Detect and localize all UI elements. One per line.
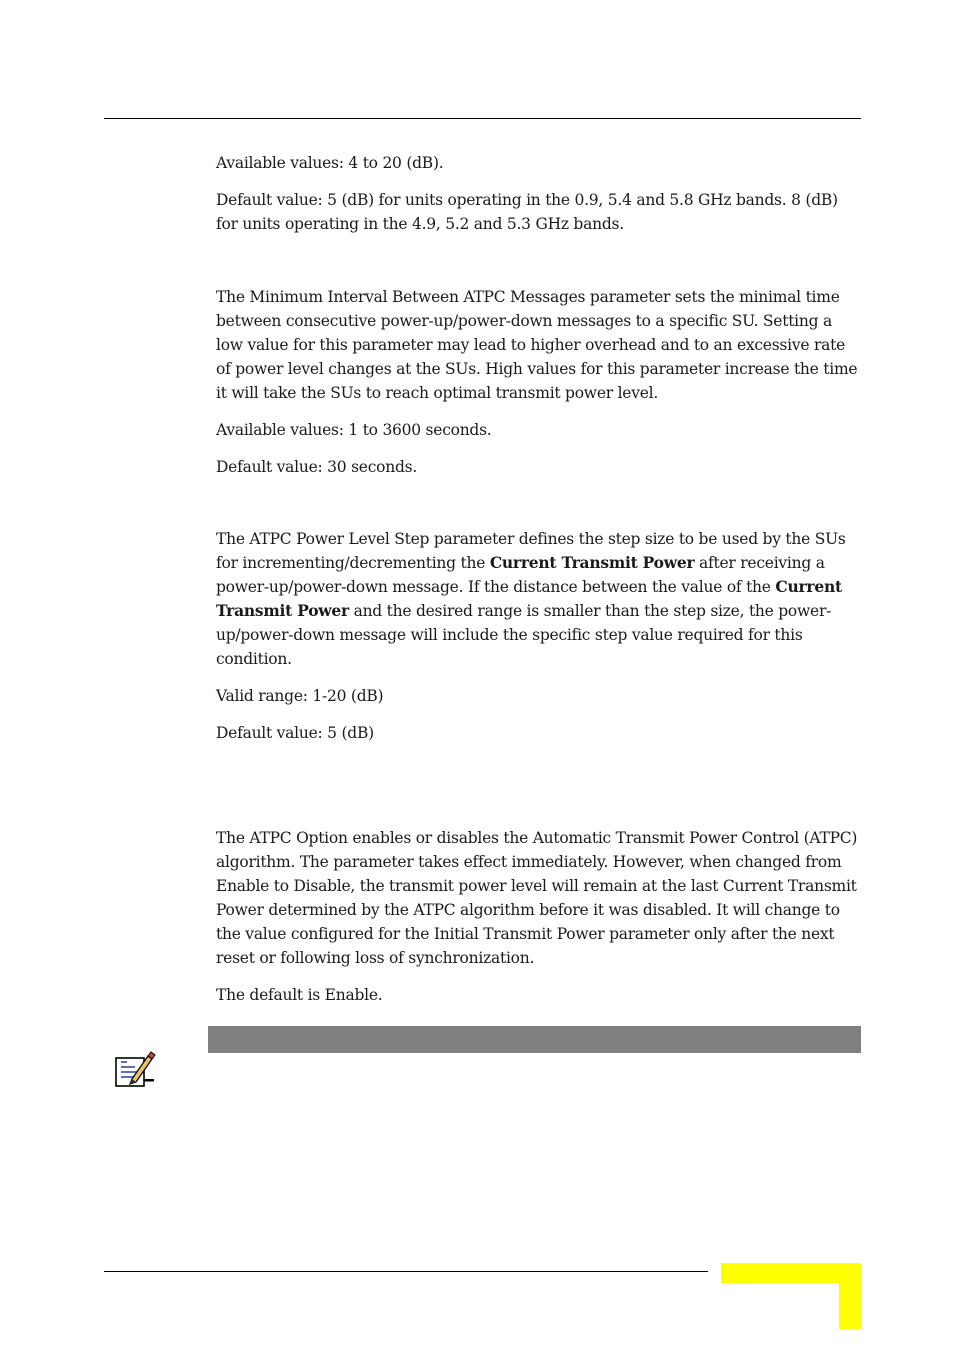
current-transmit-power-bold-2: Current Transmit Power — [216, 577, 842, 620]
page-tab — [721, 1263, 861, 1329]
footer-rule — [104, 1271, 708, 1272]
power-step-text-2: after receiving a power-up/power-down message. If the distance between the value of the — [216, 554, 825, 596]
note-bar — [208, 1026, 861, 1053]
min-interval-description: The Minimum Interval Between ATPC Messages parameter sets the minimal time between consecutive power-up/power-down messages to a specific SU. Setting a low value for this parameter may lead to higher overhead and to an excessive rate of power level changes at the SUs. High values for this parameter increase the time it will take the SUs to reach optimal transmit power level. — [216, 288, 858, 402]
atpc-option-description: The ATPC Option enables or disables the Automatic Transmit Power Control (ATPC) algorithm. The parameter takes effect immediately. However, when changed from Enable to Disable, the transmit power level will remain at the last Current Transmit Power determined by the ATPC algorithm before it was disabled. It will change to the value configured for the Initial Transmit Power parameter only after the next reset or following loss of synchronization. — [216, 829, 858, 967]
power-step-text-3: and the desired range is smaller than the step size, the power-up/power-down message will include the specific step value required for this condition. — [216, 602, 832, 668]
available-values-1: Available values: 4 to 20 (dB). — [216, 154, 444, 172]
default-enable: The default is Enable. — [216, 986, 383, 1004]
current-transmit-power-bold-1: Current Transmit Power — [489, 553, 695, 572]
note-pencil-icon — [114, 1050, 156, 1090]
power-step-description — [216, 527, 861, 671]
available-values-2: Available values: 1 to 3600 seconds. — [216, 421, 492, 439]
valid-range: Valid range: 1-20 (dB) — [216, 687, 384, 705]
header-rule — [104, 118, 861, 119]
default-value-2: Default value: 30 seconds. — [216, 458, 418, 476]
power-step-text-1: The ATPC Power Level Step parameter defines the step size to be used by the SUs for incrementing/decrementing the — [216, 530, 846, 572]
default-value-3: Default value: 5 (dB) — [216, 724, 374, 742]
default-value-1: Default value: 5 (dB) for units operating in the 0.9, 5.4 and 5.8 GHz bands. 8 (dB) for units operating in the 4.9, 5.2 and 5.3 GHz bands. — [216, 191, 838, 233]
